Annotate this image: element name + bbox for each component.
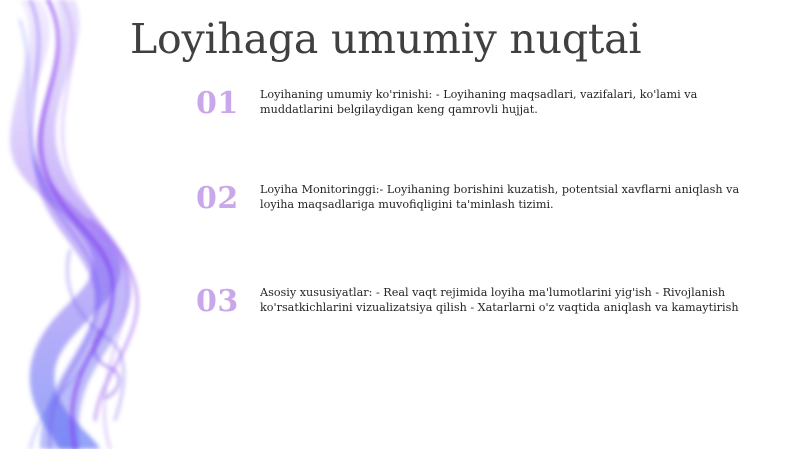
smoke-ribbon-decoration bbox=[0, 0, 190, 449]
item-text: Loyihaning umumiy ko'rinishi: - Loyihaning maqsadlari, vazifalari, ko'lami va muddatlarini belgilaydigan keng qamrovli hujjat. bbox=[260, 88, 698, 116]
list-item bbox=[196, 86, 756, 136]
item-number: 01 bbox=[196, 86, 239, 121]
item-text: Loyiha Monitoringgi:- Loyihaning borishini kuzatish, potentsial xavflarni aniqlash va loyiha maqsadlariga muvofiqligini ta'minlash tizimi. bbox=[260, 183, 740, 211]
item-number: 02 bbox=[196, 181, 239, 216]
list-item bbox=[196, 284, 756, 334]
list-item bbox=[196, 181, 756, 231]
slide-title: Loyihaga umumiy nuqtai bbox=[130, 15, 642, 63]
item-text: Asosiy xususiyatlar: - Real vaqt rejimida loyiha ma'lumotlarini yig'ish - Rivojlanish ko'rsatkichlarini vizualizatsiya qilish - Xatarlarni o'z vaqtida aniqlash va kamaytirish bbox=[260, 286, 739, 314]
item-number: 03 bbox=[196, 284, 239, 319]
